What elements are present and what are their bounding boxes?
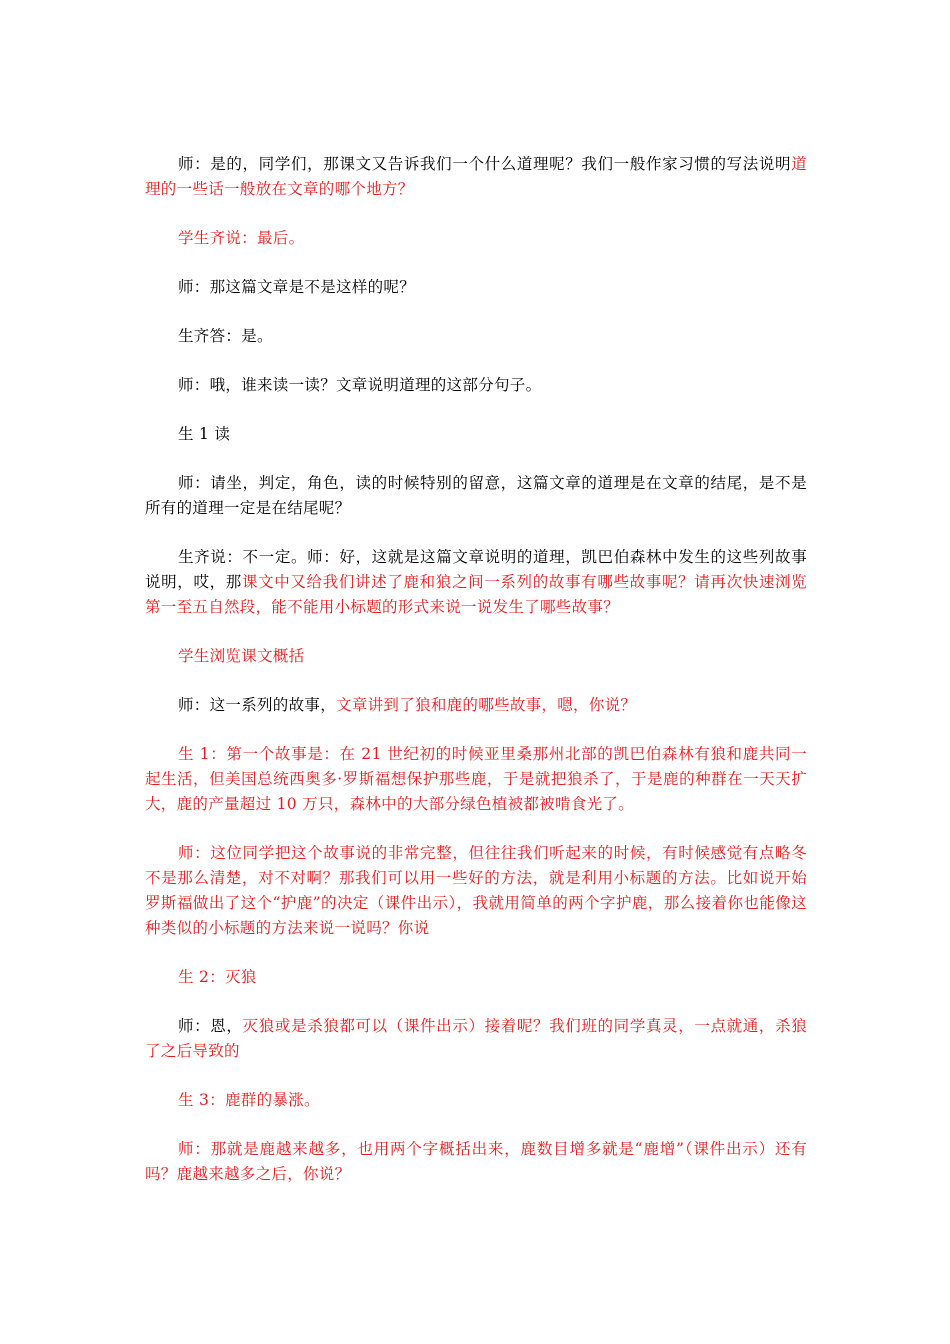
paragraph-15 bbox=[145, 1088, 807, 1113]
paragraph-text-highlight: 学生齐说：最后。 bbox=[178, 229, 305, 247]
paragraph-text-highlight: 生 2：灭狼 bbox=[178, 968, 257, 986]
paragraph-text-highlight: 课文中又给我们讲述了鹿和狼之间一系列的故事有哪些故事呢？请再次快速浏览第一至五自然段，能不能用小标题的形式来说一说发生了哪些故事？ bbox=[145, 573, 807, 616]
paragraph-text-highlight: 道理的一些话一般放在文章的哪个地方？ bbox=[145, 155, 807, 198]
paragraph-text: 师：哦，谁来读一读？文章说明道理的这部分句子。 bbox=[178, 376, 542, 394]
document-body bbox=[145, 152, 807, 1211]
paragraph-text: 师：这一系列的故事， bbox=[178, 696, 337, 714]
paragraph-4 bbox=[145, 324, 807, 349]
paragraph-text-highlight: 灭狼或是杀狼都可以（课件出示）接着呢？我们班的同学真灵，一点就通，杀狼了之后导致的 bbox=[145, 1017, 807, 1060]
paragraph-2 bbox=[145, 226, 807, 251]
paragraph-7 bbox=[145, 471, 807, 521]
paragraph-9 bbox=[145, 644, 807, 669]
paragraph-8 bbox=[145, 545, 807, 620]
paragraph-1 bbox=[145, 152, 807, 202]
paragraph-text-highlight: 师：这位同学把这个故事说的非常完整，但往往我们听起来的时候，有时候感觉有点略冬不是那么清楚，对不对啊？那我们可以用一些好的方法，就是利用小标题的方法。比如说开始罗斯福做出了这个“护鹿”的决定（课件出示），我就用简单的两个字护鹿，那么接着你也能像这种类似的小标题的方法来说一说吗？你说 bbox=[145, 844, 807, 937]
paragraph-text: 师：恩， bbox=[178, 1017, 243, 1035]
paragraph-16 bbox=[145, 1137, 807, 1187]
paragraph-5 bbox=[145, 373, 807, 398]
paragraph-text-highlight: 文章讲到了狼和鹿的哪些故事，嗯，你说？ bbox=[336, 696, 637, 714]
paragraph-text: 师：请坐，判定，角色，读的时候特别的留意，这篇文章的道理是在文章的结尾，是不是所有的道理一定是在结尾呢？ bbox=[145, 474, 807, 517]
paragraph-text-highlight: 师：那就是鹿越来越多，也用两个字概括出来，鹿数目增多就是“鹿增”（课件出示）还有吗？鹿越来越多之后，你说？ bbox=[145, 1140, 807, 1183]
paragraph-11 bbox=[145, 742, 807, 817]
paragraph-text: 生齐答：是。 bbox=[178, 327, 273, 345]
paragraph-10 bbox=[145, 693, 807, 718]
paragraph-text: 生 1 读 bbox=[178, 425, 231, 443]
paragraph-text-highlight: 生 1：第一个故事是：在 21 世纪初的时候亚里桑那州北部的凯巴伯森林有狼和鹿共同一起生活，但美国总统西奥多·罗斯福想保护那些鹿，于是就把狼杀了，于是鹿的种群在一天天扩大，鹿的产量超过 10 万只，森林中的大部分绿色植被都被啃食光了。 bbox=[145, 745, 807, 813]
paragraph-13 bbox=[145, 965, 807, 990]
paragraph-text-highlight: 学生浏览课文概括 bbox=[178, 647, 305, 665]
paragraph-text: 师：那这篇文章是不是这样的呢？ bbox=[178, 278, 416, 296]
paragraph-text: 师：是的，同学们，那课文又告诉我们一个什么道理呢？我们一般作家习惯的写法说明 bbox=[178, 155, 792, 173]
paragraph-14 bbox=[145, 1014, 807, 1064]
paragraph-6 bbox=[145, 422, 807, 447]
paragraph-text-highlight: 生 3：鹿群的暴涨。 bbox=[178, 1091, 320, 1109]
paragraph-text: 生齐说：不一定。师：好，这就是这篇文章说明的道理，凯巴伯森林中发生的这些列故事说明，哎，那 bbox=[145, 548, 807, 591]
paragraph-12 bbox=[145, 841, 807, 941]
paragraph-3 bbox=[145, 275, 807, 300]
